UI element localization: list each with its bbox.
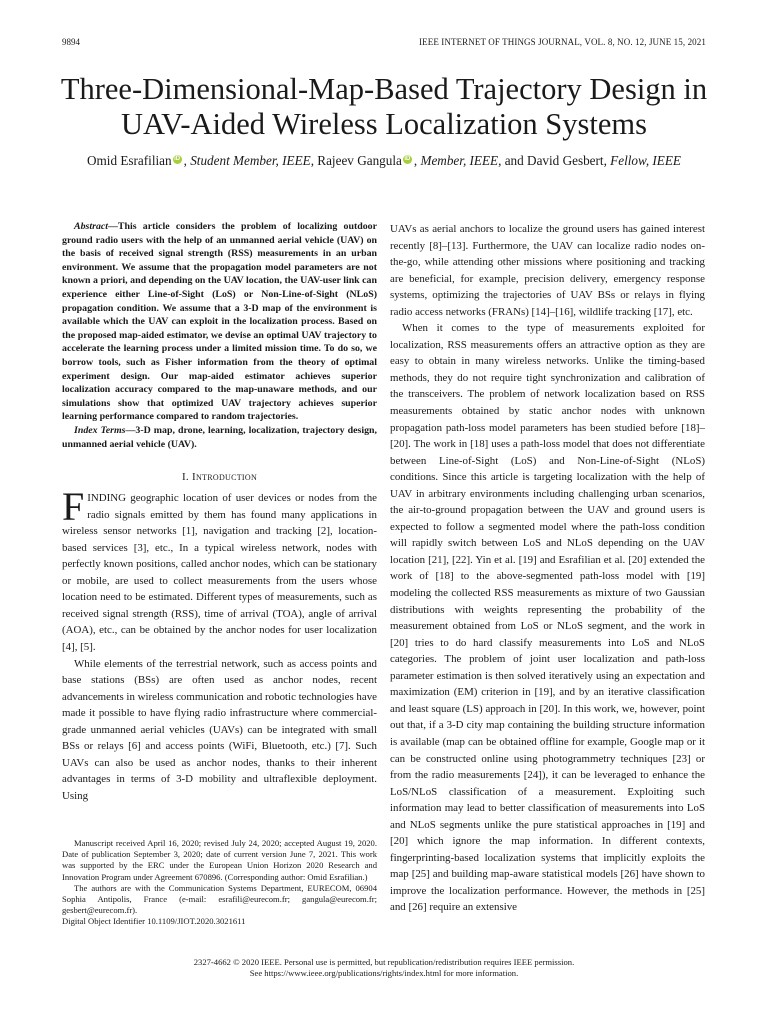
index-terms-label: Index Terms <box>74 424 126 436</box>
author-role: Student Member, IEEE <box>190 153 311 168</box>
abstract-label: Abstract <box>74 221 109 232</box>
footnote-doi: Digital Object Identifier 10.1109/JIOT.2020.3021611 <box>62 916 246 927</box>
right-column <box>390 221 705 916</box>
title-line-1: Three-Dimensional-Map-Based Trajectory Design in <box>60 72 708 106</box>
orcid-icon[interactable]: iD <box>404 156 411 162</box>
copyright-footer <box>40 957 728 979</box>
left-column <box>62 220 377 804</box>
intro-paragraph-2: While elements of the terrestrial network, such as access points and base stations (BSs) are often used as anchor nodes, recent advancements in wireless communication and robotic technologies have made it possible to have flying radio infrastructure where commercial-grade unmanned aerial vehicles (UAVs) can be integrated with small BSs or relays [6] and access points (WiFi, Bluetooth, etc.) [7]. Such UAVs can also be used as anchor nodes, thanks to their inherent advantages in terms of 3-D mobility and ultraflexible deployment. Using <box>62 657 377 802</box>
journal-header: IEEE INTERNET OF THINGS JOURNAL, VOL. 8, NO. 12, JUNE 15, 2021 <box>419 37 706 47</box>
drop-cap: F <box>62 484 85 530</box>
footnote-manuscript: Manuscript received April 16, 2020; revised July 24, 2020; accepted August 19, 2020. Date of publication September 3, 2020; date of current version June 7, 2021. This work was supported by the ERC under the European Union Horizon 2020 Research and Innovation Program under Agreement 670896. (Corresponding author: Omid Esrafilian.) <box>62 838 377 882</box>
copyright-line: 2327-4662 © 2020 IEEE. Personal use is permitted, but republication/redistribution requires IEEE permission. <box>193 957 575 967</box>
author-name: Omid Esrafilian <box>87 153 172 168</box>
section-title: Introduction <box>192 471 258 484</box>
title-line-2: UAV-Aided Wireless Localization Systems <box>121 107 647 141</box>
right-paragraph-1: UAVs as aerial anchors to localize the ground users has gained interest recently [8]–[13]. Furthermore, the UAV can localize radio nodes on-the-go, while attending other missions where positioning and tracking are beneficial, for example, precision delivery, emergency response systems, optimizing the trajectories of UAV BSs or relays in flying radio access networks (FRANs) [14]–[16], wildlife tracking [17], etc. <box>390 223 705 318</box>
page-number: 9894 <box>62 37 80 47</box>
orcid-icon[interactable]: iD <box>174 156 181 162</box>
index-terms <box>62 424 377 451</box>
author-role: Fellow, IEEE <box>610 153 681 168</box>
author-name: Rajeev Gangula <box>317 153 402 168</box>
paragraph-text: INDING geographic location of user devices or nodes from the radio signals emitted by them has found many applications in wireless sensor networks [1], navigation and tracking [2], location-based services [3], etc., In a typical wireless network, nodes with perfectly known positions, called anchor nodes, which can be stationary or mobile, are used to collect measurements from the users whose location need to be estimated. Different types of measurements, such as received signal strength (RSS), time of arrival (TOA), angle of arrival (AOA), etc., can be obtained by the anchor nodes for user localization [4], [5]. <box>62 492 377 654</box>
author-name: and David Gesbert, <box>504 153 607 168</box>
section-numeral: I. <box>181 471 189 484</box>
abstract-text: —This article considers the problem of localizing outdoor ground radio users with the help of an unmanned aerial vehicle (UAV) on the basis of received signal strength (RSS) measurements in an urban environment. We assume that the propagation model parameters are not known a priori, and depending on the UAV location, the UAV-user link can experience either Line-of-Sight (LoS) or Non-Line-of-Sight (NLoS) propagation condition. We assume that a 3-D map of the environment is available which the UAV can exploit in the localization process. Based on the proposed map-aided estimator, we devise an optimal UAV trajectory to accelerate the learning process under a limited mission time. To do so, we borrow tools, such as Fisher information from the theory of optimal experiment design. Our map-aided estimator achieves superior localization accuracy compared to the map-unaware methods, and our simulations show that optimized UAV trajectory achieves superior learning performance compared to random trajectories. <box>62 221 377 423</box>
intro-paragraph-1 <box>62 484 377 655</box>
footnote-affiliation: The authors are with the Communication Systems Department, EURECOM, 06904 Sophia Antipolis, France (e-mail: esrafili@eurecom.fr; gangula@eurecom.fr; gesbert@eurecom.fr). <box>62 882 377 916</box>
footnote <box>62 838 377 928</box>
rights-link[interactable]: See https://www.ieee.org/publications/rights/index.html for more information. <box>249 968 519 978</box>
abstract <box>62 220 377 424</box>
author-role: Member, IEEE <box>420 153 499 168</box>
right-paragraph-2: When it comes to the type of measurements exploited for localization, RSS measurements offers an attractive option as they are easy to obtain in many wireless networks. Unlike the timing-based methods, they do not require tight synchronization and calibration of the transceivers. The problem of network localization based on RSS measurements obtained by static anchor nodes with unknown propagation path-loss model parameters has been studied before [18]–[20]. The work in [18] uses a path-loss model that does not differentiate between Line-of-Sight (LoS) and Non-Line-of-Sight (NLoS) conditions. Since this article is targeting localization with the help of UAV in arbitrary environments including challenging urban scenarios, the air-to-ground propagation between the UAV and ground users is expected to follow a segmented model where the path-loss condition will rapidly switch between LoS and NLoS depending on the UAV location [21], [22]. Yin et al. [19] and Esrafilian et al. [20] extended the work of [18] to the above-segmented path-loss model with [19] modeling the collected RSS measurements as mixture of two Gaussian distributions with weights representing the probability of the measurement obtained from LoS or NLoS segment, and the work in [20] tries to do hard classify measurements into LoS and NLoS categories. The problem of joint user localization and path-loss parameter estimation is then solved iteratively using an expectation and maximization (EM) criterion in [19], and by an iterative classification and least square (LS) approach in [20]. In this work, we, however, point out that, if a 3-D city map containing the building structure information is available (map can be obtained offline for example, Google map or it can be constructed online using photogrammetry techniques [23] or from the radio measurements [24]), it can be leveraged to enhance the LoS/NLoS classification of a measurement. Exploiting such information may lead to better classification of measurements into LoS and NLoS segments unlike the pure statistical approaches in [19] and [20] which ignore the map information. In different contexts, fingerprinting-based localization systems that implicitly exploits the map [25] and building map-aware statistical models [26] have shown to improve the localization performance. However, the methods in [25] and [26] require an extensive <box>390 322 705 914</box>
index-terms-text: —3-D map, drone, learning, localization, trajectory design, unmanned aerial vehicle (UAV). <box>62 424 377 450</box>
author-list: Omid Esrafilian iD , Student Member, IEEE, Rajeev Gangula iD , Member, IEEE, and David Gesbert, Fellow, IEEE <box>87 153 681 168</box>
paper-title <box>40 72 728 142</box>
section-heading <box>62 470 377 484</box>
